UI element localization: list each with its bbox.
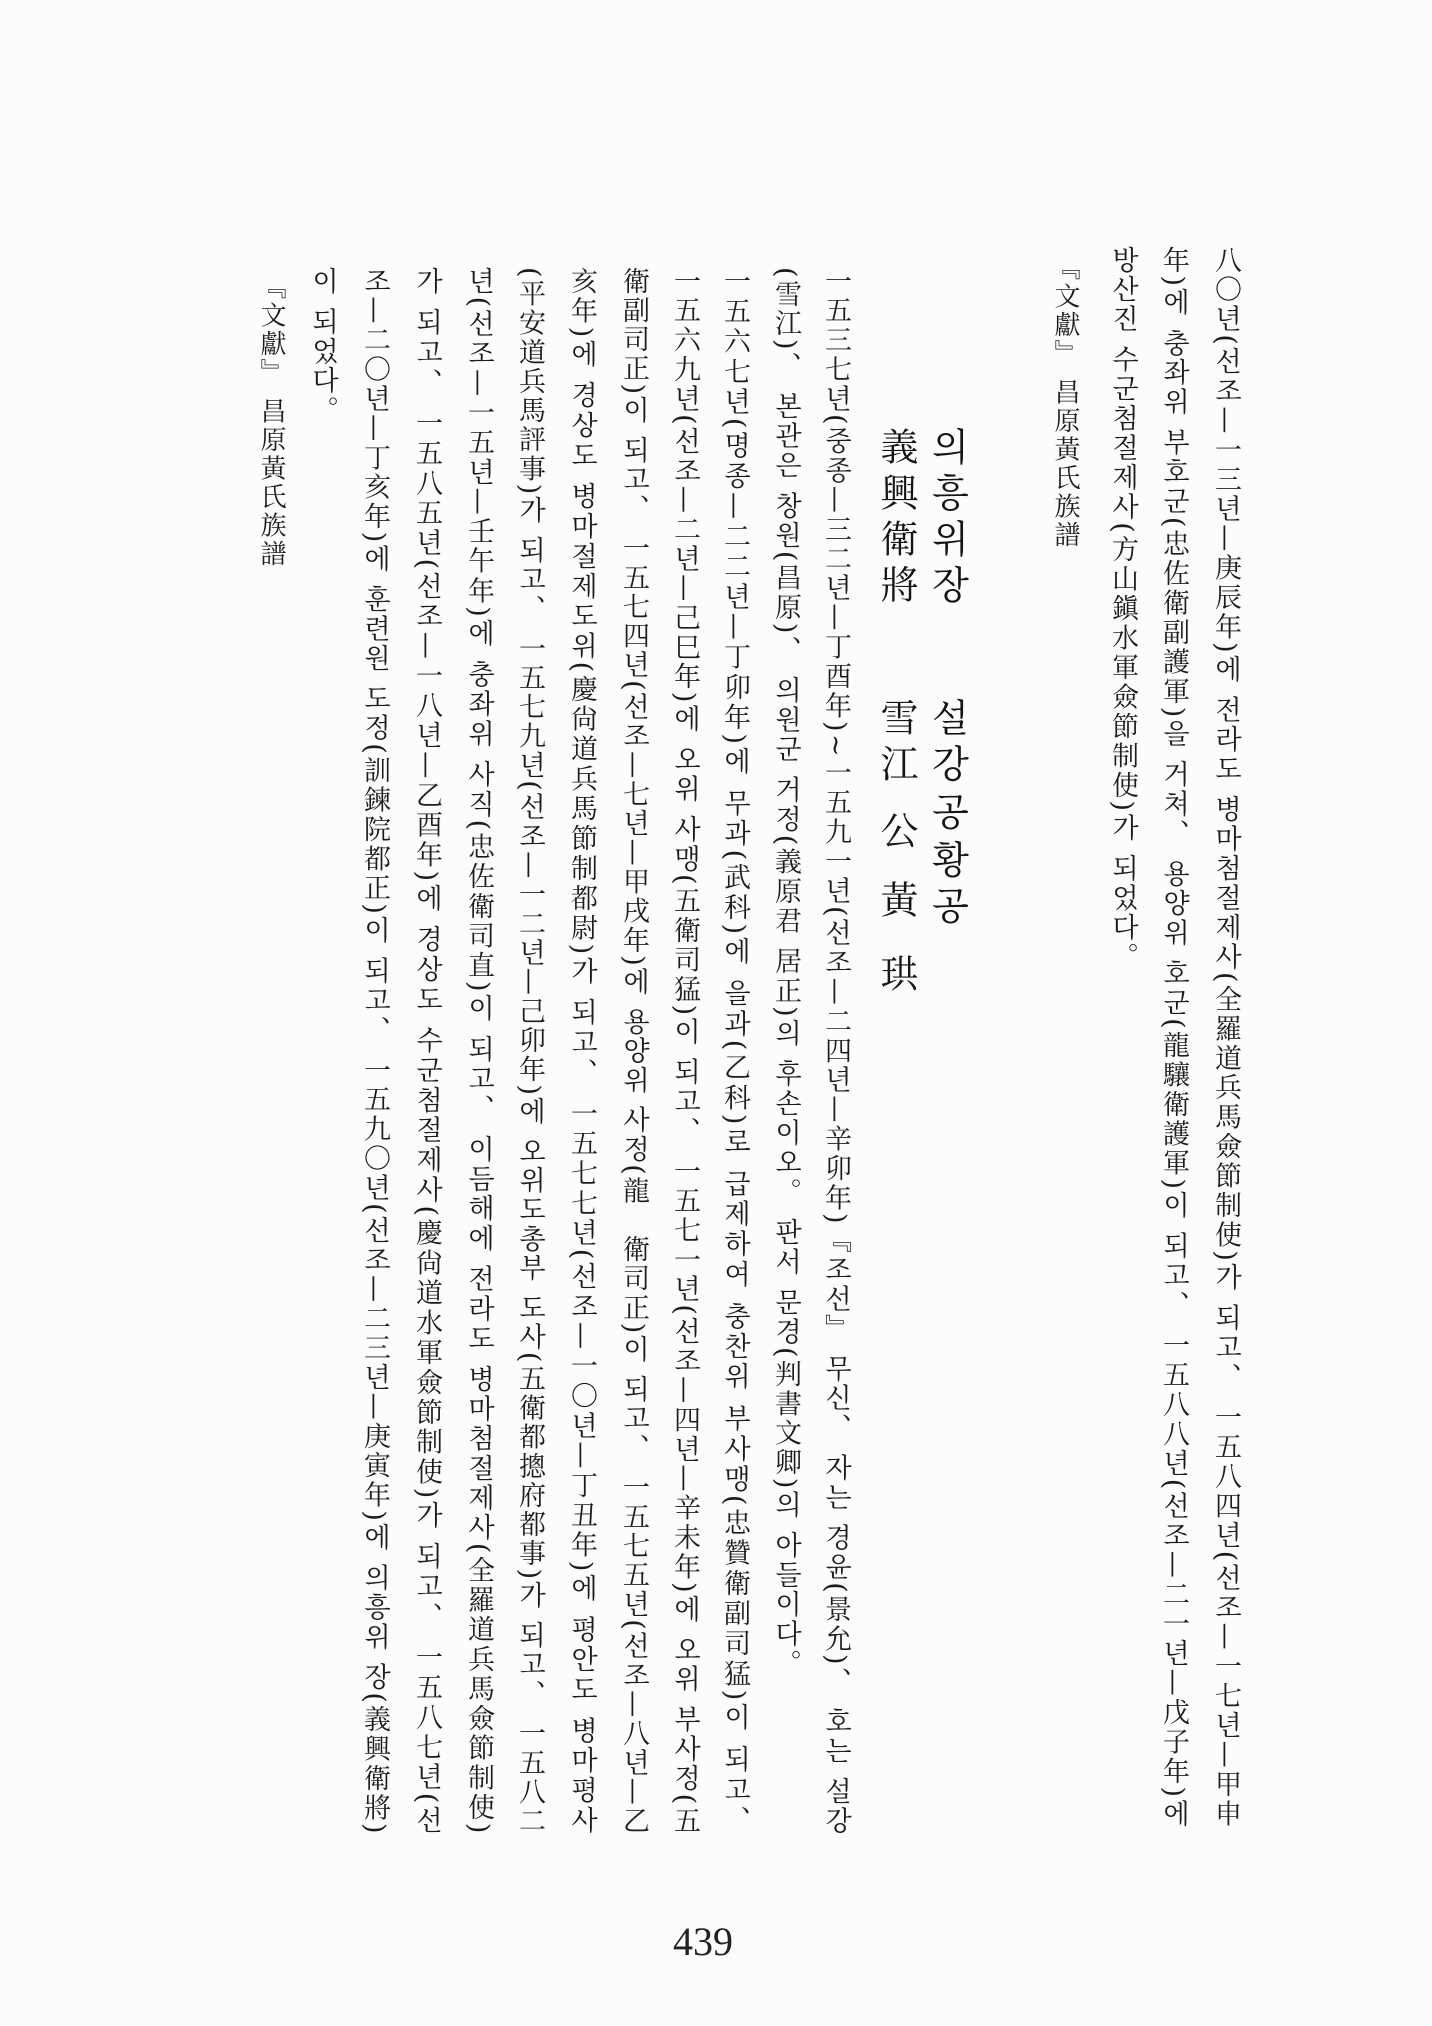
title-hangul-segment: 황공 (925, 840, 969, 932)
previous-entry-source-citation: 『文獻』 昌原黃氏族譜 (1050, 254, 1080, 550)
entry-line-6: 亥年)에 경상도 병마절제도위(慶尙道兵馬節制都尉)가 되고、 一五七七년(선조—一〇년—丁丑年)에 평안도 병마평사 (566, 267, 597, 1836)
previous-entry-line-3: 방산진 수군첨절제사(方山鎭水軍僉節制使)가 되었다。 (1107, 246, 1138, 972)
entry-line-3: 一五六七년(명종—二二년—丁卯年)에 무과(武科)에 을과(乙科)로 급제하여 충찬위 부사맹(忠贊衛副司猛)이 되고、 (719, 267, 750, 1836)
title-hangul-segment: 의흥위장 (925, 427, 969, 611)
entry-line-1: 一五三七년(중종—三二년—丁酉年)~一五九一년(선조—二四년—辛卯年)『조선』 무신、 자는 경윤(景允)、 호는 설강 (820, 267, 851, 1836)
entry-line-11: 이 되었다。 (307, 267, 338, 426)
entry-line-5: 衛副司正)이 되고、 一五七四년(선조—七년—甲戌年)에 용양위 사정(龍 衛司正)이 되고、 一五七五년(선조—八년—乙 (618, 267, 649, 1836)
title-hanja-segment: 雪江 (874, 698, 918, 790)
entry-source-citation: 『文獻』 昌原黃氏族譜 (256, 273, 286, 569)
title-hanja-segment: 黃 (874, 880, 918, 926)
title-hanja-segment: 公 (874, 811, 918, 857)
title-hanja-segment: 珙 (874, 954, 918, 1000)
title-hangul-segment: 설강 (925, 698, 969, 790)
entry-line-4: 一五六九년(선조—二년—己巳年)에 오위 사맹(五衛司猛)이 되고、 一五七一년(선조—四년—辛未年)에 오위 부사정(五 (669, 267, 700, 1836)
title-hanja-segment: 義興衛將 (874, 427, 918, 611)
entry-line-10: 조—二〇년—丁亥年)에 훈련원 도정(訓鍊院都正)이 되고、 一五九〇년(선조—二三년—庚寅年)에 의흥위 장(義興衛將) (359, 267, 390, 1836)
entry-line-7: (平安道兵馬評事)가 되고、 一五七九년(선조—一二년—己卯年)에 오위도총부 도사(五衛都摠府都事)가 되고、 一五八二 (514, 267, 545, 1836)
entry-line-8: 년(선조—一五년—壬午年)에 충좌위 사직(忠佐衛司直)이 되고、 이듬해에 전라도 병마첨절제사(全羅道兵馬僉節制使) (463, 267, 494, 1836)
entry-line-2: (雪江)、 본관은 창원(昌原)、 의원군 거정(義原君 居正)의 후손이오。 판서 문경(判書文卿)의 아들이다。 (770, 267, 801, 1679)
previous-entry-line-2: 年)에 충좌위 부호군(忠佐衛副護軍)을 거쳐、 용양위 호군(龍驤衛護軍)이 되고、 一五八八년(선조—二一년—戊子年)에 (1158, 246, 1189, 1829)
previous-entry-line-1: 八〇년(선조—一三년—庚辰年)에 전라도 병마첨절제사(全羅道兵馬僉節制使)가 되고、 一五八四년(선조—一七년—甲申 (1210, 246, 1241, 1829)
page-number: 439 (673, 1919, 733, 1964)
entry-line-9: 가 되고、 一五八五년(선조—一八년—乙酉年)에 경상도 수군첨절제사(慶尙道水軍僉節制使)가 되고、 一五八七년(선 (411, 267, 442, 1836)
title-hangul-segment: 공 (925, 792, 969, 838)
